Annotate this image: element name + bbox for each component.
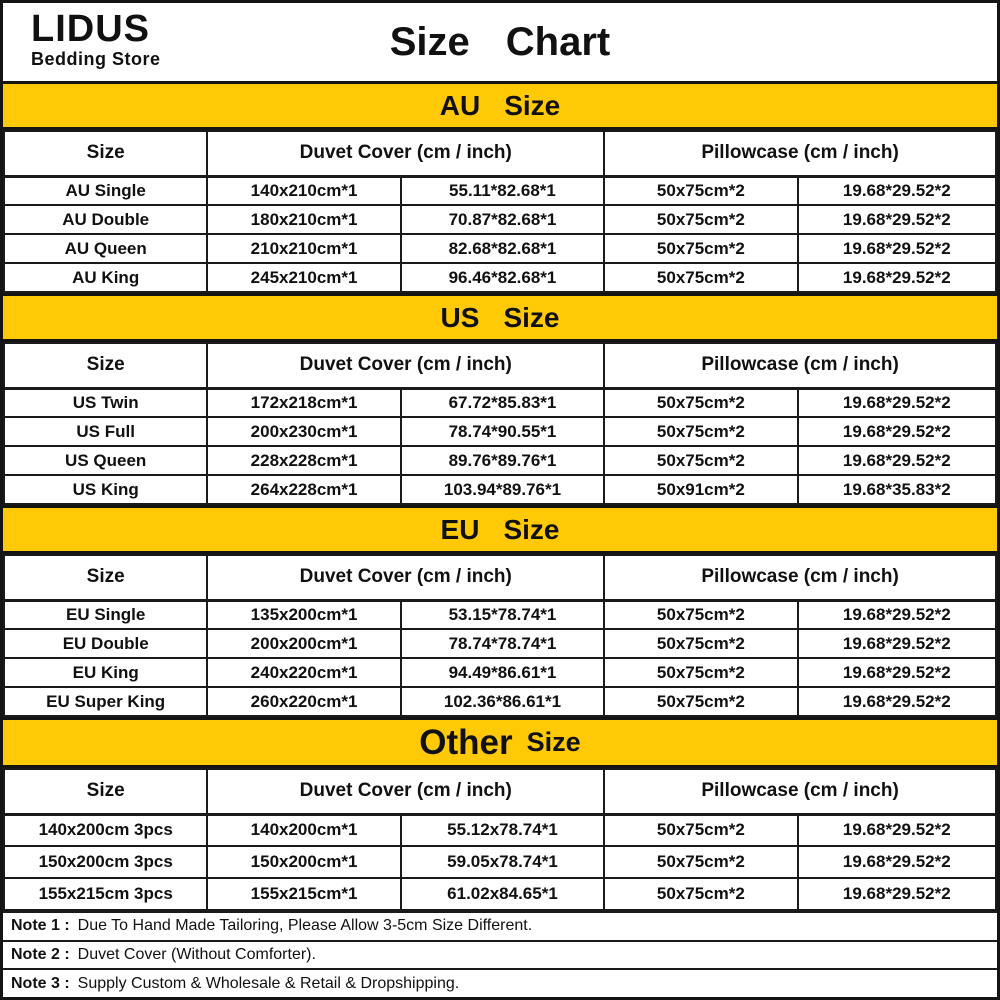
band-subtitle-us: Size <box>503 301 560 333</box>
cell-duvet-inch: 67.72*85.83*1 <box>401 388 604 417</box>
cell-size: 150x200cm 3pcs <box>4 846 207 878</box>
cell-pillow-inch: 19.68*29.52*2 <box>798 388 996 417</box>
notes-section <box>3 911 997 997</box>
note-1 <box>3 911 997 940</box>
cell-duvet-inch: 78.74*90.55*1 <box>401 417 604 446</box>
cell-pillow-inch: 19.68*29.52*2 <box>798 600 996 629</box>
cell-size: AU King <box>4 263 207 292</box>
note-2-text: Duvet Cover (Without Comforter). <box>77 946 316 963</box>
note-1-text: Due To Hand Made Tailoring, Please Allow 3-5cm Size Different. <box>77 917 533 935</box>
col-header-size: Size <box>4 555 207 600</box>
cell-duvet-inch: 89.76*89.76*1 <box>401 446 604 475</box>
cell-pillow-inch: 19.68*29.52*2 <box>798 687 996 716</box>
page-title-word-1: Size <box>389 19 470 64</box>
cell-size: AU Queen <box>4 234 207 263</box>
cell-duvet-cm: 140x200cm*1 <box>207 814 400 846</box>
cell-pillow-cm: 50x91cm*2 <box>604 475 797 504</box>
page-header <box>3 3 997 81</box>
cell-pillow-inch: 19.68*29.52*2 <box>798 878 996 910</box>
cell-size: EU Single <box>4 600 207 629</box>
cell-duvet-cm: 260x220cm*1 <box>207 687 400 716</box>
cell-duvet-cm: 140x210cm*1 <box>207 176 400 205</box>
cell-duvet-inch: 96.46*82.68*1 <box>401 263 604 292</box>
cell-duvet-inch: 61.02x84.65*1 <box>401 878 604 910</box>
table-header-row <box>4 555 996 600</box>
cell-duvet-inch: 53.15*78.74*1 <box>401 600 604 629</box>
note-1-label: Note 1 : <box>11 917 70 935</box>
cell-pillow-inch: 19.68*29.52*2 <box>798 417 996 446</box>
cell-duvet-cm: 240x220cm*1 <box>207 658 400 687</box>
cell-size: US King <box>4 475 207 504</box>
cell-duvet-inch: 102.36*86.61*1 <box>401 687 604 716</box>
cell-pillow-inch: 19.68*29.52*2 <box>798 629 996 658</box>
brand-name: LIDUS <box>31 8 150 50</box>
cell-pillow-cm: 50x75cm*2 <box>604 878 797 910</box>
section-band-eu <box>3 505 997 554</box>
band-subtitle-eu: Size <box>503 513 560 545</box>
cell-duvet-inch: 78.74*78.74*1 <box>401 629 604 658</box>
cell-pillow-inch: 19.68*29.52*2 <box>798 846 996 878</box>
cell-duvet-cm: 228x228cm*1 <box>207 446 400 475</box>
cell-pillow-inch: 19.68*29.52*2 <box>798 234 996 263</box>
band-title-other: Other <box>419 722 513 762</box>
table-header-row <box>4 343 996 388</box>
section-band-au <box>3 81 997 130</box>
cell-pillow-inch: 19.68*29.52*2 <box>798 658 996 687</box>
cell-pillow-inch: 19.68*29.52*2 <box>798 263 996 292</box>
band-subtitle-other: Size <box>526 727 581 757</box>
table-row <box>4 205 996 234</box>
cell-pillow-cm: 50x75cm*2 <box>604 417 797 446</box>
cell-duvet-cm: 180x210cm*1 <box>207 205 400 234</box>
size-table-us <box>3 342 997 505</box>
section-other <box>3 717 997 911</box>
section-band-other <box>3 717 997 768</box>
col-header-duvet: Duvet Cover (cm / inch) <box>207 343 604 388</box>
cell-size: EU King <box>4 658 207 687</box>
table-row <box>4 388 996 417</box>
page-title <box>390 20 611 65</box>
brand-subtitle: Bedding Store <box>31 49 161 69</box>
table-row <box>4 687 996 716</box>
cell-duvet-cm: 150x200cm*1 <box>207 846 400 878</box>
cell-pillow-cm: 50x75cm*2 <box>604 687 797 716</box>
cell-duvet-inch: 70.87*82.68*1 <box>401 205 604 234</box>
cell-duvet-inch: 55.12x78.74*1 <box>401 814 604 846</box>
cell-duvet-cm: 264x228cm*1 <box>207 475 400 504</box>
section-eu <box>3 505 997 717</box>
col-header-duvet: Duvet Cover (cm / inch) <box>207 769 604 814</box>
brand-logo <box>31 10 161 68</box>
size-table-other <box>3 768 997 911</box>
col-header-size: Size <box>4 131 207 176</box>
cell-size: AU Single <box>4 176 207 205</box>
cell-size: EU Super King <box>4 687 207 716</box>
size-table-au <box>3 130 997 293</box>
band-title-au: AU <box>439 89 481 121</box>
band-subtitle-au: Size <box>504 89 561 121</box>
col-header-pillow: Pillowcase (cm / inch) <box>604 131 996 176</box>
cell-pillow-inch: 19.68*29.52*2 <box>798 814 996 846</box>
cell-duvet-inch: 94.49*86.61*1 <box>401 658 604 687</box>
cell-pillow-cm: 50x75cm*2 <box>604 658 797 687</box>
cell-pillow-cm: 50x75cm*2 <box>604 446 797 475</box>
cell-pillow-cm: 50x75cm*2 <box>604 629 797 658</box>
col-header-size: Size <box>4 343 207 388</box>
table-header-row <box>4 769 996 814</box>
col-header-pillow: Pillowcase (cm / inch) <box>604 769 996 814</box>
cell-size: AU Double <box>4 205 207 234</box>
table-header-row <box>4 131 996 176</box>
table-row <box>4 234 996 263</box>
cell-duvet-inch: 59.05x78.74*1 <box>401 846 604 878</box>
section-band-us <box>3 293 997 342</box>
cell-duvet-cm: 155x215cm*1 <box>207 878 400 910</box>
note-3-label: Note 3 : <box>11 974 70 992</box>
cell-size: US Full <box>4 417 207 446</box>
cell-size: 155x215cm 3pcs <box>4 878 207 910</box>
col-header-duvet: Duvet Cover (cm / inch) <box>207 131 604 176</box>
note-2 <box>3 940 997 969</box>
cell-pillow-inch: 19.68*35.83*2 <box>798 475 996 504</box>
cell-size: US Twin <box>4 388 207 417</box>
table-row <box>4 446 996 475</box>
cell-pillow-cm: 50x75cm*2 <box>604 234 797 263</box>
cell-duvet-inch: 103.94*89.76*1 <box>401 475 604 504</box>
cell-pillow-cm: 50x75cm*2 <box>604 205 797 234</box>
col-header-duvet: Duvet Cover (cm / inch) <box>207 555 604 600</box>
table-row <box>4 658 996 687</box>
table-row <box>4 629 996 658</box>
cell-duvet-cm: 200x230cm*1 <box>207 417 400 446</box>
cell-pillow-cm: 50x75cm*2 <box>604 600 797 629</box>
size-table-eu <box>3 554 997 717</box>
col-header-size: Size <box>4 769 207 814</box>
col-header-pillow: Pillowcase (cm / inch) <box>604 555 996 600</box>
note-3 <box>3 968 997 997</box>
cell-pillow-cm: 50x75cm*2 <box>604 263 797 292</box>
table-row <box>4 600 996 629</box>
table-row <box>4 263 996 292</box>
page-title-word-2: Chart <box>505 19 611 64</box>
table-row <box>4 846 996 878</box>
cell-size: EU Double <box>4 629 207 658</box>
cell-duvet-cm: 135x200cm*1 <box>207 600 400 629</box>
cell-size: 140x200cm 3pcs <box>4 814 207 846</box>
section-au <box>3 81 997 293</box>
cell-pillow-inch: 19.68*29.52*2 <box>798 446 996 475</box>
table-row <box>4 176 996 205</box>
table-row <box>4 878 996 910</box>
cell-duvet-cm: 172x218cm*1 <box>207 388 400 417</box>
cell-pillow-cm: 50x75cm*2 <box>604 388 797 417</box>
band-title-us: US <box>440 301 480 333</box>
note-3-text: Supply Custom & Wholesale & Retail & Dropshipping. <box>77 974 460 992</box>
cell-size: US Queen <box>4 446 207 475</box>
table-row <box>4 814 996 846</box>
cell-duvet-cm: 210x210cm*1 <box>207 234 400 263</box>
table-row <box>4 475 996 504</box>
cell-pillow-cm: 50x75cm*2 <box>604 176 797 205</box>
cell-duvet-cm: 200x200cm*1 <box>207 629 400 658</box>
table-row <box>4 417 996 446</box>
cell-duvet-inch: 82.68*82.68*1 <box>401 234 604 263</box>
section-us <box>3 293 997 505</box>
cell-pillow-cm: 50x75cm*2 <box>604 814 797 846</box>
note-2-label: Note 2 : <box>11 946 70 963</box>
cell-duvet-inch: 55.11*82.68*1 <box>401 176 604 205</box>
cell-pillow-inch: 19.68*29.52*2 <box>798 176 996 205</box>
cell-pillow-cm: 50x75cm*2 <box>604 846 797 878</box>
col-header-pillow: Pillowcase (cm / inch) <box>604 343 996 388</box>
band-title-eu: EU <box>440 513 480 545</box>
cell-duvet-cm: 245x210cm*1 <box>207 263 400 292</box>
cell-pillow-inch: 19.68*29.52*2 <box>798 205 996 234</box>
